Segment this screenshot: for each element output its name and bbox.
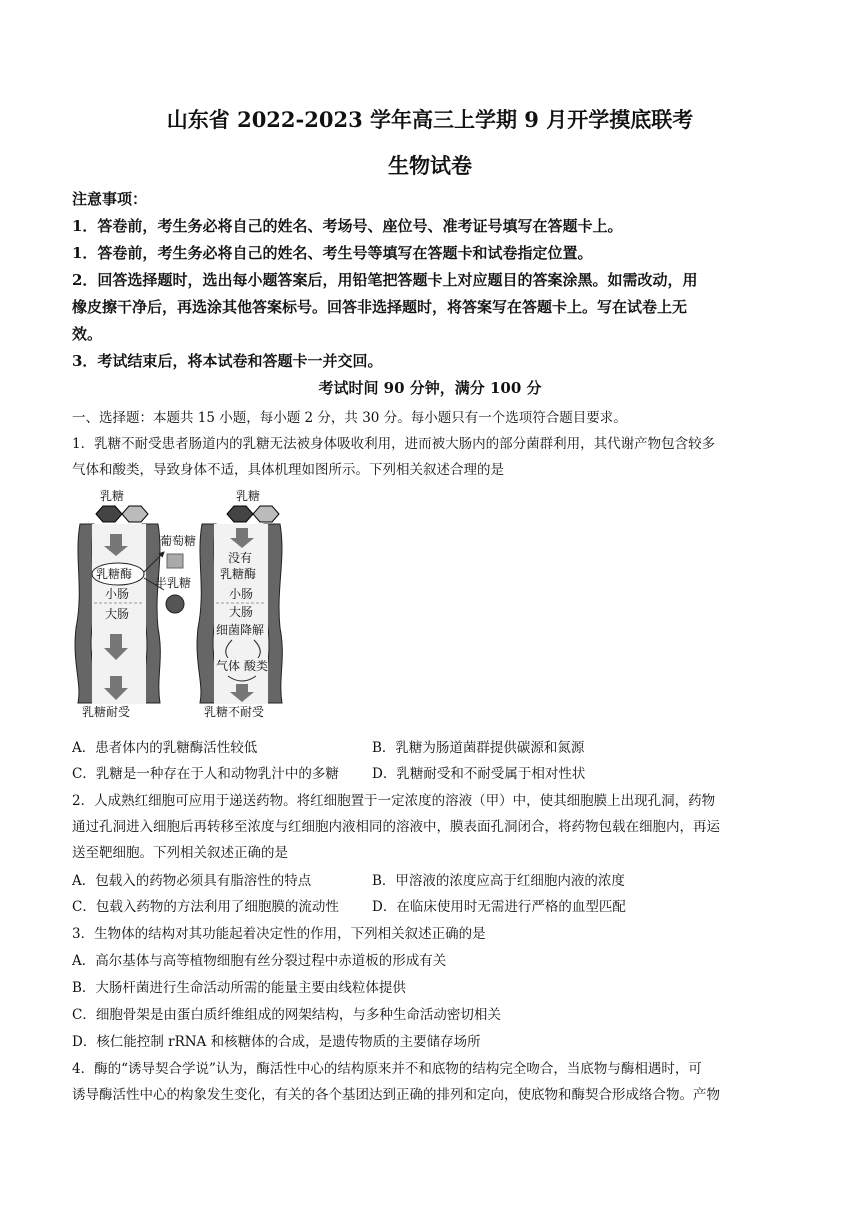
lactose-hexagons-left — [96, 506, 148, 522]
question-1-option-c: C．乳糖是一种存在于人和动物乳汁中的多糖 — [72, 766, 339, 782]
notice-line: 效。 — [72, 325, 103, 343]
question-3-stem: 3．生物体的结构对其功能起着决定性的作用，下列相关叙述正确的是 — [72, 926, 486, 942]
lactose-figure — [72, 488, 302, 720]
fig-left-enzyme: 乳糖酶 — [96, 567, 133, 581]
fig-right-gas: 气体 — [216, 659, 241, 673]
fig-right-small: 小肠 — [229, 587, 254, 601]
question-3-option-c: C．细胞骨架是由蛋白质纤维组成的网架结构，与多种生命活动密切相关 — [72, 1007, 501, 1023]
section-heading: 一、选择题：本题共 15 小题，每小题 2 分，共 30 分。每小题只有一个选项符合题目要求。 — [72, 410, 627, 426]
fig-right-bacteria: 细菌降解 — [216, 623, 265, 637]
fig-glucose: 葡萄糖 — [160, 534, 197, 548]
question-2-option-a: A．包载入的药物必须具有脂溶性的特点 — [72, 873, 312, 889]
fig-right-large: 大肠 — [229, 605, 254, 619]
exam-time: 考试时间 90 分钟，满分 100 分 — [318, 379, 542, 397]
exam-subtitle: 生物试卷 — [388, 153, 472, 178]
notice-line: 1．答卷前，考生务必将自己的姓名、考场号、座位号、准考证号填写在答题卡上。 — [72, 217, 623, 235]
question-3-option-d: D．核仁能控制 rRNA 和核糖体的合成，是遗传物质的主要储存场所 — [72, 1034, 481, 1050]
fig-right-acid: 酸类 — [244, 659, 269, 673]
fig-left-tolerant: 乳糖耐受 — [82, 705, 131, 719]
question-3-option-a: A．高尔基体与高等植物细胞有丝分裂过程中赤道板的形成有关 — [72, 953, 447, 969]
fig-left-lactose: 乳糖 — [100, 489, 125, 503]
exam-title: 山东省 2022-2023 学年高三上学期 9 月开学摸底联考 — [166, 107, 694, 132]
question-1-stem: 1．乳糖不耐受患者肠道内的乳糖无法被身体吸收利用，进而被大肠内的部分菌群利用，其代谢产物包含较多 — [72, 436, 716, 452]
notice-line: 3．考试结束后，将本试卷和答题卡一并交回。 — [72, 352, 383, 370]
question-2-option-b: B．甲溶液的浓度应高于红细胞内液的浓度 — [372, 873, 625, 889]
question-1-option-a: A．患者体内的乳糖酶活性较低 — [72, 740, 258, 756]
question-2-stem: 通过孔洞进入细胞后再转移至浓度与红细胞内液相同的溶液中，膜表面孔洞闭合，将药物包载在细胞内，再运 — [72, 819, 720, 835]
question-1-stem: 气体和酸类，导致身体不适，具体机理如图所示。下列相关叙述合理的是 — [72, 462, 504, 478]
fig-right-lactose: 乳糖 — [236, 489, 261, 503]
fig-right-enzyme: 乳糖酶 — [220, 567, 257, 581]
notice-line: 1．答卷前，考生务必将自己的姓名、考生号等填写在答题卡和试卷指定位置。 — [72, 244, 593, 262]
fig-galactose: 半乳糖 — [155, 576, 192, 590]
fig-left-small: 小肠 — [105, 587, 130, 601]
question-2-option-d: D．在临床使用时无需进行严格的血型匹配 — [372, 899, 626, 915]
question-1-option-d: D．乳糖耐受和不耐受属于相对性状 — [372, 766, 586, 782]
notice-line: 橡皮擦干净后，再选涂其他答案标号。回答非选择题时，将答案写在答题卡上。写在试卷上无 — [72, 298, 688, 316]
fig-right-intolerant: 乳糖不耐受 — [204, 705, 265, 719]
question-4-stem: 4．酶的“诱导契合学说”认为，酶活性中心的结构原来并不和底物的结构完全吻合，当底物与酶相遇时，可 — [72, 1061, 702, 1077]
fig-right-none: 没有 — [228, 551, 253, 565]
question-1-option-b: B．乳糖为肠道菌群提供碳源和氮源 — [372, 740, 585, 756]
question-2-option-c: C．包载入药物的方法利用了细胞膜的流动性 — [72, 899, 339, 915]
notice-heading: 注意事项： — [72, 190, 148, 208]
question-2-stem: 送至靶细胞。下列相关叙述正确的是 — [72, 845, 288, 861]
fig-left-large: 大肠 — [105, 607, 130, 621]
question-4-stem: 诱导酶活性中心的构象发生变化，有关的各个基团达到正确的排列和定向，使底物和酶契合形成络合物。产物 — [72, 1087, 720, 1103]
question-3-option-b: B．大肠杆菌进行生命活动所需的能量主要由线粒体提供 — [72, 980, 406, 996]
lactose-hexagons-right — [227, 506, 279, 522]
notice-line: 2．回答选择题时，选出每小题答案后，用铅笔把答题卡上对应题目的答案涂黑。如需改动，用 — [72, 271, 698, 289]
question-2-stem: 2．人成熟红细胞可应用于递送药物。将红细胞置于一定浓度的溶液（甲）中，使其细胞膜上出现孔洞，药物 — [72, 793, 716, 809]
